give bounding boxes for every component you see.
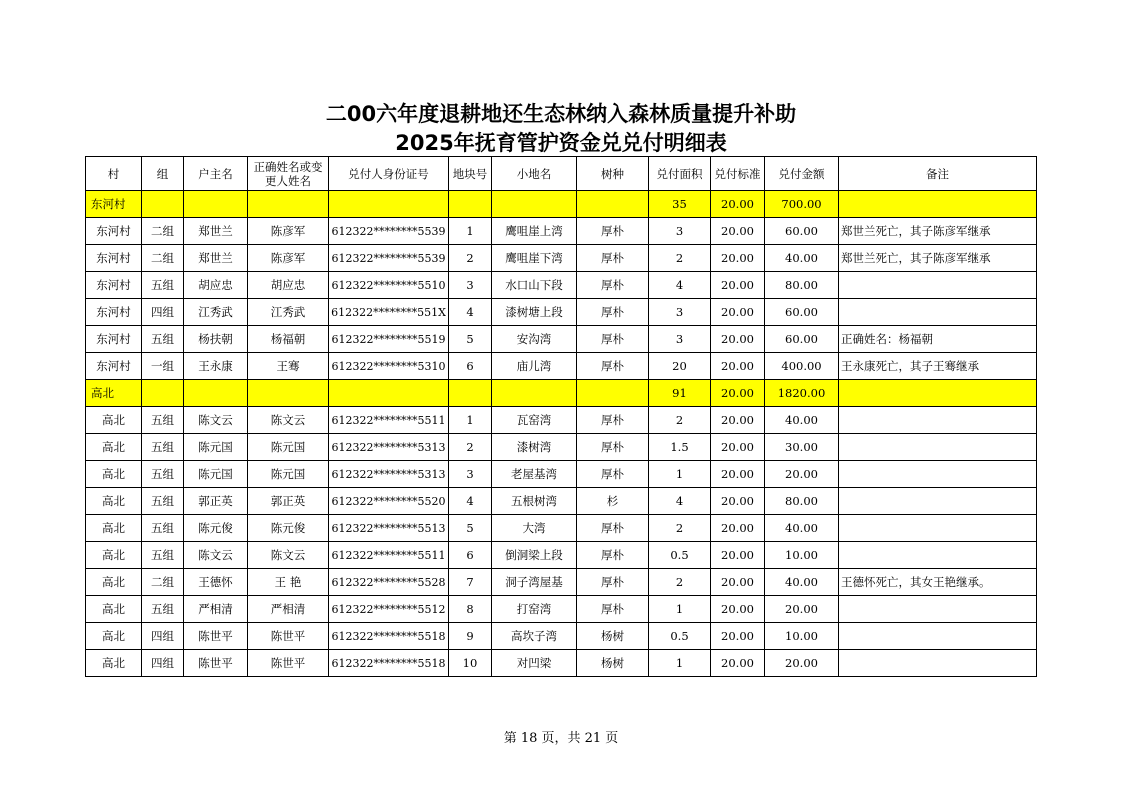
cell-householder: 陈文云 bbox=[184, 542, 248, 569]
cell-householder: 陈元国 bbox=[184, 461, 248, 488]
cell-area: 2 bbox=[649, 569, 711, 596]
cell-place-name: 老屋基湾 bbox=[492, 461, 577, 488]
cell-remark bbox=[839, 542, 1037, 569]
cell-area: 1 bbox=[649, 461, 711, 488]
cell-amount: 20.00 bbox=[765, 650, 839, 677]
cell-remark bbox=[839, 407, 1037, 434]
cell-id-number: 612322********551X bbox=[329, 299, 449, 326]
cell-tree-species: 厚朴 bbox=[577, 299, 649, 326]
cell-tree-species: 厚朴 bbox=[577, 569, 649, 596]
cell-plot-no: 1 bbox=[449, 407, 492, 434]
cell-area: 3 bbox=[649, 299, 711, 326]
cell-place-name: 安沟湾 bbox=[492, 326, 577, 353]
cell-corrected-name: 王骞 bbox=[248, 353, 329, 380]
cell-area: 35 bbox=[649, 191, 711, 218]
cell-village: 高北 bbox=[86, 407, 142, 434]
cell-place-name: 瓦窑湾 bbox=[492, 407, 577, 434]
cell-place-name: 倒洞梁上段 bbox=[492, 542, 577, 569]
cell-area: 0.5 bbox=[649, 542, 711, 569]
cell-remark: 郑世兰死亡，其子陈彦军继承 bbox=[839, 245, 1037, 272]
cell-corrected-name: 陈世平 bbox=[248, 650, 329, 677]
subtotal-row bbox=[86, 380, 1037, 407]
cell-plot-no: 3 bbox=[449, 272, 492, 299]
subtotal-row bbox=[86, 191, 1037, 218]
cell-amount: 700.00 bbox=[765, 191, 839, 218]
cell-remark bbox=[839, 596, 1037, 623]
cell-corrected-name: 陈文云 bbox=[248, 407, 329, 434]
table-row bbox=[86, 272, 1037, 299]
cell-tree-species: 厚朴 bbox=[577, 515, 649, 542]
cell-id-number: 612322********5512 bbox=[329, 596, 449, 623]
cell-group: 五组 bbox=[142, 272, 184, 299]
cell-amount: 30.00 bbox=[765, 434, 839, 461]
cell-corrected-name: 严相清 bbox=[248, 596, 329, 623]
cell-amount: 40.00 bbox=[765, 245, 839, 272]
cell-householder bbox=[184, 191, 248, 218]
cell-area: 1 bbox=[649, 596, 711, 623]
cell-standard: 20.00 bbox=[711, 191, 765, 218]
cell-area: 3 bbox=[649, 326, 711, 353]
cell-village: 东河村 bbox=[86, 245, 142, 272]
cell-village: 高北 bbox=[86, 650, 142, 677]
document-title-line-1: 二00六年度退耕地还生态林纳入森林质量提升补助 bbox=[325, 102, 797, 126]
cell-plot-no: 6 bbox=[449, 542, 492, 569]
cell-id-number: 612322********5513 bbox=[329, 515, 449, 542]
cell-amount: 20.00 bbox=[765, 596, 839, 623]
cell-group bbox=[142, 380, 184, 407]
cell-group: 一组 bbox=[142, 353, 184, 380]
cell-householder: 郑世兰 bbox=[184, 218, 248, 245]
cell-id-number: 612322********5518 bbox=[329, 650, 449, 677]
cell-corrected-name: 王 艳 bbox=[248, 569, 329, 596]
cell-corrected-name: 胡应忠 bbox=[248, 272, 329, 299]
cell-tree-species: 杨树 bbox=[577, 650, 649, 677]
cell-area: 4 bbox=[649, 488, 711, 515]
cell-amount: 80.00 bbox=[765, 272, 839, 299]
cell-id-number: 612322********5528 bbox=[329, 569, 449, 596]
cell-village: 高北 bbox=[86, 380, 142, 407]
cell-standard: 20.00 bbox=[711, 569, 765, 596]
cell-householder: 郑世兰 bbox=[184, 245, 248, 272]
cell-householder: 江秀武 bbox=[184, 299, 248, 326]
cell-remark bbox=[839, 380, 1037, 407]
cell-corrected-name: 陈世平 bbox=[248, 623, 329, 650]
cell-place-name: 五根树湾 bbox=[492, 488, 577, 515]
cell-id-number: 612322********5539 bbox=[329, 245, 449, 272]
cell-group: 二组 bbox=[142, 245, 184, 272]
table-row bbox=[86, 353, 1037, 380]
cell-village: 高北 bbox=[86, 542, 142, 569]
cell-tree-species: 厚朴 bbox=[577, 434, 649, 461]
cell-plot-no: 5 bbox=[449, 515, 492, 542]
cell-remark bbox=[839, 299, 1037, 326]
table-header bbox=[86, 157, 1037, 191]
cell-standard: 20.00 bbox=[711, 461, 765, 488]
cell-corrected-name: 陈彦军 bbox=[248, 245, 329, 272]
cell-group: 五组 bbox=[142, 515, 184, 542]
header-corrected-name: 正确姓名或变更人姓名 bbox=[248, 157, 329, 191]
cell-amount: 60.00 bbox=[765, 299, 839, 326]
cell-tree-species: 厚朴 bbox=[577, 326, 649, 353]
cell-householder: 严相清 bbox=[184, 596, 248, 623]
cell-householder bbox=[184, 380, 248, 407]
cell-remark bbox=[839, 461, 1037, 488]
cell-id-number bbox=[329, 191, 449, 218]
cell-area: 2 bbox=[649, 245, 711, 272]
cell-plot-no: 4 bbox=[449, 299, 492, 326]
cell-group: 五组 bbox=[142, 542, 184, 569]
cell-amount: 400.00 bbox=[765, 353, 839, 380]
cell-village: 高北 bbox=[86, 434, 142, 461]
cell-corrected-name: 郭正英 bbox=[248, 488, 329, 515]
cell-id-number bbox=[329, 380, 449, 407]
cell-plot-no: 9 bbox=[449, 623, 492, 650]
cell-amount: 20.00 bbox=[765, 461, 839, 488]
cell-id-number: 612322********5510 bbox=[329, 272, 449, 299]
table-row bbox=[86, 299, 1037, 326]
cell-place-name: 洞子湾屋基 bbox=[492, 569, 577, 596]
cell-remark bbox=[839, 623, 1037, 650]
cell-standard: 20.00 bbox=[711, 650, 765, 677]
cell-householder: 陈元俊 bbox=[184, 515, 248, 542]
cell-amount: 10.00 bbox=[765, 542, 839, 569]
cell-plot-no: 6 bbox=[449, 353, 492, 380]
cell-village: 高北 bbox=[86, 461, 142, 488]
cell-place-name bbox=[492, 191, 577, 218]
cell-place-name: 庙儿湾 bbox=[492, 353, 577, 380]
cell-group: 二组 bbox=[142, 569, 184, 596]
cell-group: 二组 bbox=[142, 218, 184, 245]
cell-plot-no: 1 bbox=[449, 218, 492, 245]
cell-group: 五组 bbox=[142, 461, 184, 488]
cell-amount: 60.00 bbox=[765, 326, 839, 353]
header-standard: 兑付标准 bbox=[711, 157, 765, 191]
cell-householder: 陈元国 bbox=[184, 434, 248, 461]
cell-group bbox=[142, 191, 184, 218]
page-number-footer: 第 18 页，共 21 页 bbox=[503, 731, 619, 746]
cell-remark: 郑世兰死亡，其子陈彦军继承 bbox=[839, 218, 1037, 245]
cell-plot-no bbox=[449, 191, 492, 218]
cell-village: 高北 bbox=[86, 515, 142, 542]
cell-standard: 20.00 bbox=[711, 245, 765, 272]
cell-standard: 20.00 bbox=[711, 353, 765, 380]
cell-id-number: 612322********5511 bbox=[329, 542, 449, 569]
cell-plot-no: 2 bbox=[449, 434, 492, 461]
cell-group: 五组 bbox=[142, 596, 184, 623]
cell-tree-species: 杉 bbox=[577, 488, 649, 515]
cell-group: 四组 bbox=[142, 299, 184, 326]
cell-standard: 20.00 bbox=[711, 299, 765, 326]
cell-area: 2 bbox=[649, 407, 711, 434]
cell-standard: 20.00 bbox=[711, 488, 765, 515]
cell-place-name: 高坎子湾 bbox=[492, 623, 577, 650]
cell-village: 高北 bbox=[86, 488, 142, 515]
cell-corrected-name: 陈文云 bbox=[248, 542, 329, 569]
cell-remark bbox=[839, 488, 1037, 515]
cell-group: 五组 bbox=[142, 488, 184, 515]
cell-remark: 王德怀死亡，其女王艳继承。 bbox=[839, 569, 1037, 596]
header-id-number: 兑付人身份证号 bbox=[329, 157, 449, 191]
cell-village: 东河村 bbox=[86, 326, 142, 353]
table-row bbox=[86, 461, 1037, 488]
cell-place-name bbox=[492, 380, 577, 407]
cell-standard: 20.00 bbox=[711, 515, 765, 542]
cell-corrected-name: 陈元俊 bbox=[248, 515, 329, 542]
table-row bbox=[86, 650, 1037, 677]
cell-householder: 陈世平 bbox=[184, 650, 248, 677]
cell-amount: 80.00 bbox=[765, 488, 839, 515]
cell-householder: 杨扶朝 bbox=[184, 326, 248, 353]
cell-village: 高北 bbox=[86, 569, 142, 596]
table-row bbox=[86, 515, 1037, 542]
cell-tree-species: 厚朴 bbox=[577, 272, 649, 299]
cell-place-name: 水口山下段 bbox=[492, 272, 577, 299]
cell-id-number: 612322********5310 bbox=[329, 353, 449, 380]
header-amount: 兑付金额 bbox=[765, 157, 839, 191]
cell-tree-species: 杨树 bbox=[577, 623, 649, 650]
cell-id-number: 612322********5519 bbox=[329, 326, 449, 353]
cell-place-name: 打窑湾 bbox=[492, 596, 577, 623]
cell-corrected-name: 陈彦军 bbox=[248, 218, 329, 245]
cell-plot-no: 8 bbox=[449, 596, 492, 623]
cell-village: 东河村 bbox=[86, 191, 142, 218]
cell-plot-no: 4 bbox=[449, 488, 492, 515]
cell-group: 五组 bbox=[142, 434, 184, 461]
cell-corrected-name: 陈元国 bbox=[248, 434, 329, 461]
cell-village: 高北 bbox=[86, 596, 142, 623]
cell-amount: 40.00 bbox=[765, 407, 839, 434]
cell-group: 四组 bbox=[142, 623, 184, 650]
cell-area: 20 bbox=[649, 353, 711, 380]
cell-standard: 20.00 bbox=[711, 407, 765, 434]
table-row bbox=[86, 245, 1037, 272]
table-row bbox=[86, 623, 1037, 650]
cell-standard: 20.00 bbox=[711, 542, 765, 569]
cell-area: 4 bbox=[649, 272, 711, 299]
table-row bbox=[86, 326, 1037, 353]
table-row bbox=[86, 488, 1037, 515]
cell-householder: 郭正英 bbox=[184, 488, 248, 515]
cell-area: 1.5 bbox=[649, 434, 711, 461]
cell-tree-species: 厚朴 bbox=[577, 353, 649, 380]
cell-householder: 王永康 bbox=[184, 353, 248, 380]
cell-corrected-name: 陈元国 bbox=[248, 461, 329, 488]
cell-village: 东河村 bbox=[86, 353, 142, 380]
cell-tree-species: 厚朴 bbox=[577, 461, 649, 488]
cell-area: 3 bbox=[649, 218, 711, 245]
table-row bbox=[86, 542, 1037, 569]
cell-householder: 王德怀 bbox=[184, 569, 248, 596]
cell-remark: 正确姓名：杨福朝 bbox=[839, 326, 1037, 353]
cell-householder: 陈文云 bbox=[184, 407, 248, 434]
cell-tree-species: 厚朴 bbox=[577, 596, 649, 623]
cell-householder: 陈世平 bbox=[184, 623, 248, 650]
cell-id-number: 612322********5539 bbox=[329, 218, 449, 245]
cell-remark bbox=[839, 191, 1037, 218]
cell-place-name: 鹰咀崖下湾 bbox=[492, 245, 577, 272]
cell-remark: 王永康死亡，其子王骞继承 bbox=[839, 353, 1037, 380]
table-row bbox=[86, 407, 1037, 434]
cell-plot-no: 10 bbox=[449, 650, 492, 677]
cell-corrected-name bbox=[248, 191, 329, 218]
cell-village: 东河村 bbox=[86, 299, 142, 326]
cell-tree-species: 厚朴 bbox=[577, 407, 649, 434]
cell-tree-species bbox=[577, 191, 649, 218]
cell-amount: 10.00 bbox=[765, 623, 839, 650]
table-body bbox=[86, 191, 1037, 677]
payment-detail-table bbox=[85, 156, 1037, 677]
cell-place-name: 漆树塘上段 bbox=[492, 299, 577, 326]
cell-remark bbox=[839, 434, 1037, 461]
cell-id-number: 612322********5313 bbox=[329, 434, 449, 461]
cell-group: 五组 bbox=[142, 407, 184, 434]
cell-tree-species: 厚朴 bbox=[577, 245, 649, 272]
cell-place-name: 鹰咀崖上湾 bbox=[492, 218, 577, 245]
cell-place-name: 对凹梁 bbox=[492, 650, 577, 677]
cell-plot-no: 3 bbox=[449, 461, 492, 488]
header-village: 村 bbox=[86, 157, 142, 191]
cell-standard: 20.00 bbox=[711, 434, 765, 461]
cell-place-name: 漆树湾 bbox=[492, 434, 577, 461]
cell-standard: 20.00 bbox=[711, 326, 765, 353]
cell-plot-no: 2 bbox=[449, 245, 492, 272]
cell-village: 东河村 bbox=[86, 272, 142, 299]
cell-place-name: 大湾 bbox=[492, 515, 577, 542]
cell-standard: 20.00 bbox=[711, 218, 765, 245]
cell-remark bbox=[839, 272, 1037, 299]
header-row bbox=[86, 157, 1037, 191]
cell-plot-no: 5 bbox=[449, 326, 492, 353]
cell-plot-no: 7 bbox=[449, 569, 492, 596]
cell-id-number: 612322********5520 bbox=[329, 488, 449, 515]
table-row bbox=[86, 434, 1037, 461]
cell-plot-no bbox=[449, 380, 492, 407]
cell-area: 2 bbox=[649, 515, 711, 542]
cell-area: 91 bbox=[649, 380, 711, 407]
cell-remark bbox=[839, 650, 1037, 677]
cell-amount: 1820.00 bbox=[765, 380, 839, 407]
table-row bbox=[86, 218, 1037, 245]
cell-standard: 20.00 bbox=[711, 623, 765, 650]
document-title-line-2: 2025年抚育管护资金兑兑付明细表 bbox=[395, 131, 727, 155]
table-row bbox=[86, 569, 1037, 596]
cell-village: 高北 bbox=[86, 623, 142, 650]
header-place-name: 小地名 bbox=[492, 157, 577, 191]
cell-amount: 60.00 bbox=[765, 218, 839, 245]
header-group: 组 bbox=[142, 157, 184, 191]
cell-standard: 20.00 bbox=[711, 380, 765, 407]
cell-tree-species: 厚朴 bbox=[577, 542, 649, 569]
cell-tree-species: 厚朴 bbox=[577, 218, 649, 245]
cell-id-number: 612322********5518 bbox=[329, 623, 449, 650]
cell-group: 五组 bbox=[142, 326, 184, 353]
cell-area: 0.5 bbox=[649, 623, 711, 650]
cell-standard: 20.00 bbox=[711, 272, 765, 299]
cell-standard: 20.00 bbox=[711, 596, 765, 623]
header-plot-no: 地块号 bbox=[449, 157, 492, 191]
cell-amount: 40.00 bbox=[765, 515, 839, 542]
cell-remark bbox=[839, 515, 1037, 542]
header-householder: 户主名 bbox=[184, 157, 248, 191]
cell-householder: 胡应忠 bbox=[184, 272, 248, 299]
cell-village: 东河村 bbox=[86, 218, 142, 245]
cell-area: 1 bbox=[649, 650, 711, 677]
cell-amount: 40.00 bbox=[765, 569, 839, 596]
cell-group: 四组 bbox=[142, 650, 184, 677]
cell-id-number: 612322********5313 bbox=[329, 461, 449, 488]
header-tree-species: 树种 bbox=[577, 157, 649, 191]
cell-corrected-name: 杨福朝 bbox=[248, 326, 329, 353]
table-row bbox=[86, 596, 1037, 623]
cell-tree-species bbox=[577, 380, 649, 407]
cell-corrected-name: 江秀武 bbox=[248, 299, 329, 326]
header-area: 兑付面积 bbox=[649, 157, 711, 191]
cell-id-number: 612322********5511 bbox=[329, 407, 449, 434]
header-remark: 备注 bbox=[839, 157, 1037, 191]
cell-corrected-name bbox=[248, 380, 329, 407]
